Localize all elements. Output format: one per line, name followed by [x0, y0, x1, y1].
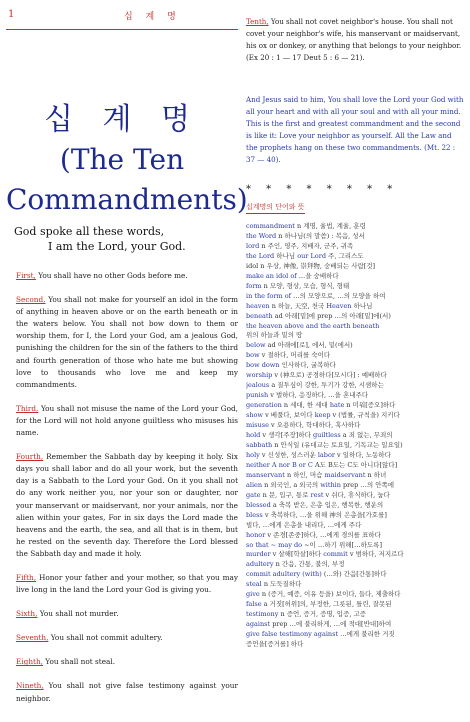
commandment-item	[16, 572, 238, 596]
header-title: 십 계 명	[124, 12, 181, 22]
vocab-definition: v 절하다, 머리를 숙이다	[259, 351, 331, 360]
commandment-item	[16, 270, 238, 282]
vocab-definition: ad 아래[밑]에 prep …의 아래[밑]에(서)	[272, 311, 391, 320]
vocab-entry	[246, 282, 466, 292]
vocab-entry	[246, 471, 466, 481]
vocab-term: misuse	[246, 421, 269, 430]
vocab-definition: v 베풀다, 보이다	[263, 411, 315, 420]
page-header	[6, 6, 238, 30]
vocab-definition: 주, 그리스도	[325, 251, 364, 260]
vocab-term: in the form of	[246, 291, 292, 300]
vocab-entry	[246, 272, 466, 282]
vocab-term: within	[320, 480, 341, 489]
vocab-entry	[246, 501, 466, 511]
vocab-definition: 하나님	[351, 301, 373, 310]
vocab-term: commit	[323, 550, 348, 559]
vocab-term: give false testimony against	[246, 630, 339, 639]
page-title	[6, 100, 248, 220]
intro-line2: I am the Lord, your God.	[48, 240, 186, 253]
vocab-term: false	[246, 600, 262, 609]
vocab-entry	[246, 521, 466, 531]
vocab-definition: 하나님	[274, 251, 298, 260]
vocab-term: punish	[246, 391, 269, 400]
vocab-entry	[246, 421, 466, 431]
vocab-term: show	[246, 411, 263, 420]
vocab-definition: n 간음, 간통, 불의, 부정	[273, 560, 345, 569]
vocab-definition: 인사하다, 굴복하다	[279, 361, 336, 370]
vocab-definition: v 벌하다, 응징하다, …을 혼내주다	[268, 391, 369, 400]
commandment-text: You shall not make for yourself an idol in the form of anything in heaven above or on the earth beneath or in the waters below. You shall not bow down to them or worship them, for I, the Lord your God, am a jealous God, punishing the children for the sin of the fathers to the third and fourth generation of those who hate me but showing love to thousands who love me and keep my commandments.	[16, 295, 238, 389]
vocab-entry	[246, 600, 466, 610]
commandment-ordinal: Nineth,	[16, 681, 44, 691]
vocab-term: hold	[246, 431, 261, 440]
commandments-list	[16, 270, 238, 717]
vocab-term: adultery	[246, 560, 274, 569]
commandment-text: You shall not murder.	[37, 609, 119, 619]
vocab-entry	[246, 262, 466, 272]
commandment-text: You shall not steal.	[42, 657, 116, 667]
vocab-entry	[246, 550, 466, 560]
commandment-text: You shall not commit adultery.	[48, 633, 163, 643]
vocab-entry	[246, 531, 466, 541]
vocab-term: the Word	[246, 231, 277, 240]
vocab-entry	[246, 431, 466, 441]
commandment-text: Honor your father and your mother, so that you may live long in the land the Lord your God is giving you.	[16, 572, 238, 595]
vocab-term: make an idol of	[246, 271, 297, 280]
vocab-term: so that ~ may do	[246, 540, 303, 549]
vocab-entry	[246, 242, 466, 252]
vocab-entry	[246, 381, 466, 391]
vocab-definition: n 문, 입구, 통로	[260, 490, 311, 499]
vocab-entry	[246, 312, 466, 322]
vocab-definition: …을 숭배하다	[296, 271, 339, 280]
vocab-term: beneath	[246, 311, 273, 320]
vocab-definition: prep …의 안쪽에	[340, 480, 395, 489]
vocab-term: worship	[246, 371, 273, 380]
commandment-ordinal: First,	[16, 271, 36, 280]
vocab-entry	[246, 302, 466, 312]
vocab-term: labor	[317, 450, 335, 459]
vocab-entry	[246, 630, 466, 640]
vocab-term: steal	[246, 580, 262, 589]
vocab-entry	[246, 620, 466, 630]
title-korean: 십 계 명	[43, 102, 200, 137]
vocab-definition: a 축복 받은, 은총 입은, 행복한, 행운의	[270, 500, 384, 509]
vocab-term: against	[246, 620, 271, 629]
vocab-heading: 십계명의 단어와 뜻	[246, 202, 305, 214]
commandment-item	[16, 294, 238, 391]
vocab-term: keep	[314, 411, 331, 420]
vocab-entry	[246, 461, 466, 471]
vocab-term: below	[246, 341, 266, 350]
vocab-definition: n 하나님(의 말씀) : 복음, 성서	[276, 231, 365, 240]
vocab-term: commandment	[246, 222, 295, 230]
title-english-line1: (The Ten	[59, 143, 185, 176]
page-number: 1	[8, 9, 15, 20]
vocab-entry	[246, 401, 466, 411]
vocab-term: heaven	[246, 301, 270, 310]
vocab-entry	[246, 341, 466, 351]
vocab-definition: v 존경[존중]하다, …에게 경의를 표하다	[265, 530, 381, 539]
vocab-term: the Lord	[246, 251, 275, 260]
commandment-ordinal: Eighth,	[16, 657, 43, 667]
vocab-definition: n 모양, 형상, 모습, 형식, 형태	[261, 281, 350, 290]
vocab-definition: ~이 …하기 위해[…하도록]	[302, 540, 382, 549]
vocab-entry	[246, 481, 466, 491]
vocab-definition: v 살해[학살]하다	[270, 550, 324, 559]
vocab-term: holy	[246, 450, 260, 459]
vocab-entry	[246, 351, 466, 361]
vocab-term: our Lord	[297, 251, 326, 260]
vocab-entry	[246, 640, 466, 650]
vocab-term: gate	[246, 490, 261, 499]
vocab-definition: n 주인, 영주, 지배자, 군주, 귀족	[259, 241, 354, 250]
vocab-definition: v (법률, 규칙을) 지키다	[330, 411, 400, 420]
vocab-entry	[246, 511, 466, 521]
tenth-commandment	[246, 16, 464, 64]
commandment-text: Remember the Sabbath day by keeping it holy. Six days you shall labor and do all your work, but the seventh day is a Sabbath to the Lord your God. On it you shall not do any work neither you, nor your son or daughter, nor your manservant or maidservant, nor your animals, nor the alien within your gates, For in six days the Lord made the heavens and the earth, the sea, and all that is in them, but he rested on the seventh day. Therefore the Lord blessed the Sabbath day and made it holy.	[16, 452, 238, 558]
vocab-definition: n 안식일 (유대교는 토요일, 기독교는 일요일)	[272, 440, 403, 449]
commandment-item	[16, 451, 238, 560]
vocab-definition: 위의 하늘과 밑의 땅	[246, 331, 303, 340]
vocab-definition: n 하늘, 天空, 천국	[269, 301, 327, 310]
vocab-entry	[246, 580, 466, 590]
vocab-definition: idol n 우상, 神像, 崇拜物, 숭배되는 사람[것]	[246, 261, 376, 270]
vocab-definition: n 하녀	[365, 470, 387, 479]
commandment-ordinal: Fourth,	[16, 452, 44, 462]
commandment-ordinal: Third,	[16, 403, 39, 413]
vocab-definition: v 축복하다, …을 위해 神의 은총을[가호를]	[262, 510, 387, 519]
vocab-term: neither A nor B or C	[246, 460, 313, 469]
vocab-term: hate	[329, 401, 345, 410]
vocab-entry	[246, 391, 466, 401]
vocab-term: bow	[246, 351, 260, 360]
vocab-term: manservant	[246, 470, 285, 479]
commandment-text: You shall not covet neighbor's house. You shall not covet your neighbor's wife, his manservant or maidservant, his ox or donkey, or anything that belongs to your neighbor. (Ex 20 : 1 — 17 Deut 5 : 6 — 21).	[246, 17, 462, 62]
commandment-text: You shall not give false testimony against your neighbor.	[16, 681, 238, 703]
vocab-definition: A도 B도는 C도 아니다[않다]	[312, 460, 398, 469]
vocab-term: murder	[246, 550, 271, 559]
commandment-ordinal: Sixth,	[16, 609, 38, 619]
vocab-definition: 증언을[증거를] 하다	[246, 640, 304, 649]
vocab-term: jealous	[246, 381, 270, 390]
vocab-entry	[246, 252, 466, 262]
vocab-entry	[246, 590, 466, 600]
commandment-ordinal: Second,	[16, 295, 46, 305]
vocab-definition: n 계명, 율법, 계율, 훈령	[294, 222, 366, 230]
vocab-definition: v 오용하다, 학대하다, 혹사하다	[268, 421, 361, 430]
vocab-definition: 빌다, …에게 은총을 내리다, …에게 주다	[246, 520, 362, 529]
stars-divider: * * * * * * * *	[246, 184, 399, 195]
vocab-entry	[246, 331, 466, 341]
intro-line1: God spoke all these words,	[14, 225, 165, 238]
vocab-entry	[246, 322, 466, 332]
vocab-term: blessed	[246, 500, 271, 509]
vocab-entry	[246, 222, 466, 232]
commandment-text: You shall have no other Gods before me.	[35, 271, 188, 280]
vocab-definition: (…와) 간음[간통]하다	[321, 570, 387, 579]
vocab-entry	[246, 541, 466, 551]
vocab-term: lord	[246, 241, 260, 250]
commandment-item	[16, 608, 238, 620]
vocab-definition: a 질투심이 강한, 투기가 강한, 시샘하는	[269, 381, 384, 390]
commandment-ordinal: Seventh,	[16, 633, 49, 643]
vocab-term: bow down	[246, 361, 280, 370]
vocab-term: guiltless	[312, 431, 341, 440]
vocab-term: testimony	[246, 610, 279, 619]
vocab-definition: n 하인, 머슴	[284, 470, 325, 479]
vocab-definition: ad 아래에[로], 에서, 밑(에서)	[265, 341, 353, 350]
vocab-entry	[246, 491, 466, 501]
commandment-item	[16, 656, 238, 668]
commandment-ordinal: Tenth,	[246, 17, 269, 26]
vocab-definition: n 도둑질하다	[261, 580, 302, 589]
vocab-definition: v 쉬다, 휴식하다, 눕다	[323, 490, 390, 499]
vocab-list	[246, 222, 466, 650]
vocab-term: sabbath	[246, 440, 273, 449]
vocab-entry	[246, 411, 466, 421]
vocab-entry	[246, 232, 466, 242]
vocab-definition: a 거짓[허위]의, 부정한, 그릇된, 틀린, 잘못된	[261, 600, 392, 609]
commandment-ordinal: Fifth,	[16, 572, 37, 582]
commandment-item	[16, 632, 238, 644]
vocab-definition: n 세대, 한 세대	[281, 401, 330, 410]
vocab-term: maidservant	[324, 470, 366, 479]
vocab-definition: n 미워[증오]하다	[344, 401, 396, 410]
commandment-item	[16, 680, 238, 704]
vocab-entry	[246, 560, 466, 570]
vocab-definition: v 범하다, 저지르다	[347, 550, 404, 559]
vocab-entry	[246, 361, 466, 371]
vocab-entry	[246, 451, 466, 461]
vocab-definition: v 일하다, 노동하다	[334, 450, 391, 459]
vocab-definition: n (증거, 예증, 이유 등을) 보이다, 들다, 제출하다	[259, 590, 401, 599]
commandment-text: You shall not misuse the name of the Lord your God, for the Lord will not hold anyone guiltless who misuses his name.	[16, 403, 238, 438]
vocab-definition: …의 모양으로, …의 모양을 하여	[291, 291, 386, 300]
vocab-term: alien	[246, 480, 263, 489]
vocab-definition: prep …에 불리하게, …에 적대[반대]하여	[270, 620, 392, 629]
vocab-term: generation	[246, 401, 282, 410]
vocab-definition: v 생각[주장]하다	[260, 431, 313, 440]
vocab-term: form	[246, 281, 262, 290]
vocab-term: give	[246, 590, 260, 599]
intro-text	[14, 224, 238, 254]
vocab-definition: v 신성한, 성스러운	[259, 450, 318, 459]
vocab-entry	[246, 292, 466, 302]
vocab-definition: …에게 불리한 거짓	[338, 630, 395, 639]
vocab-entry	[246, 441, 466, 451]
vocab-definition: v (神으로) 공경하다[모시다] : 예배하다	[272, 371, 387, 380]
vocab-term: rest	[310, 490, 324, 499]
vocab-definition: n 외국인, a 외국의	[262, 480, 321, 489]
vocab-entry	[246, 570, 466, 580]
vocab-term: honor	[246, 530, 266, 539]
vocab-definition: n 증언, 증거, 증명, 입증, 고증	[278, 610, 367, 619]
vocab-entry	[246, 371, 466, 381]
vocab-term: Heaven	[326, 301, 352, 310]
vocab-entry	[246, 610, 466, 620]
jesus-quote: And Jesus said to him, You shall love the Lord your God with all your heart and with all your soul and with all your mind. This is the first and greatest commandment and the second is like it: Love your neighbor as yourself. All the Law and the prophets hang on these two commandments. (Mt. 22 : 37 — 40).	[246, 95, 464, 164]
commandment-item	[16, 403, 238, 439]
vocab-term: the heaven above and the earth beneath	[246, 321, 380, 330]
vocab-term: commit adultery (with)	[246, 570, 322, 579]
title-english-line2: Commandments)	[6, 183, 248, 216]
vocab-term: bless	[246, 510, 263, 519]
vocab-definition: a 죄 없는, 무죄의	[340, 431, 393, 440]
